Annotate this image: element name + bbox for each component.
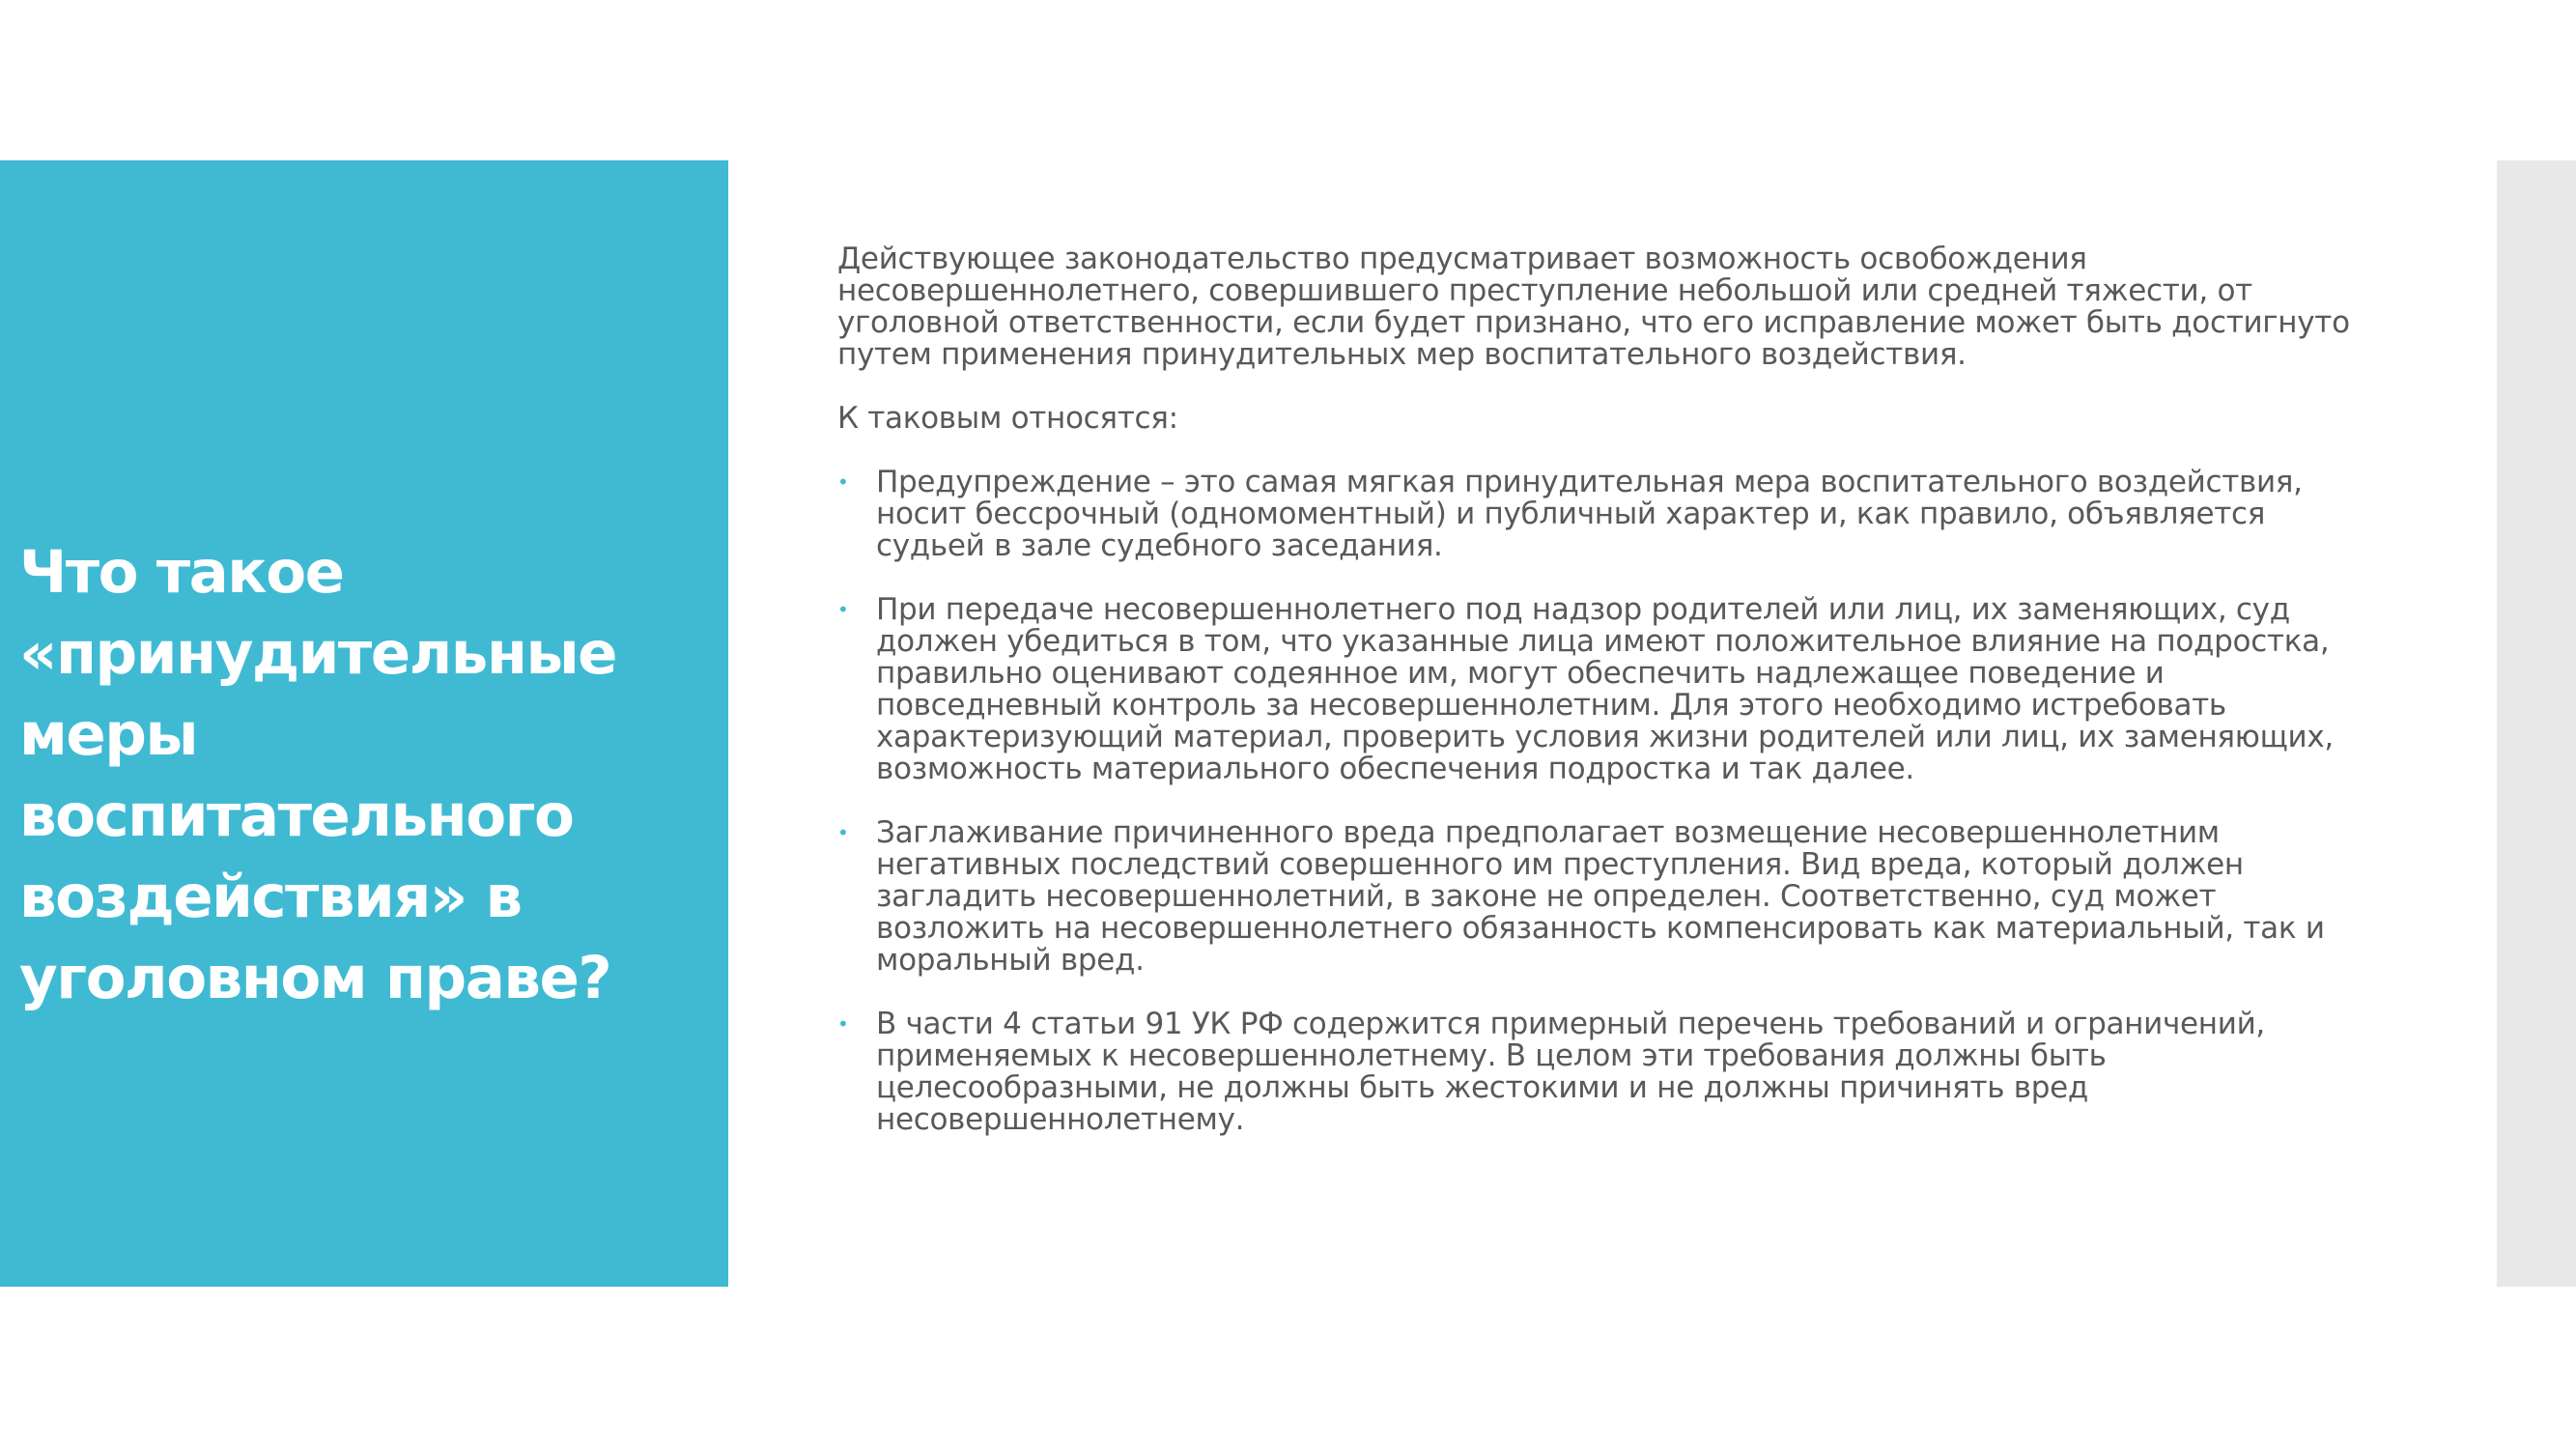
bullet-icon: • xyxy=(837,598,849,621)
slide-title-line: меры xyxy=(19,700,198,769)
decorative-side-strip xyxy=(2497,160,2576,1287)
slide-title-line: «принудительные xyxy=(19,619,617,688)
lead-paragraph: К таковым относятся: xyxy=(837,401,1178,436)
bullet-text: Заглаживание причиненного вреда предполагает возмещение несовершеннолетним негативных последствий совершенного им преступления. Вид вреда, который должен загладить несовершеннолетний, в законе не определен. Соответственно, суд может возложить на несовершеннолетнего обязанность компенсировать как материальный, так и моральный вред. xyxy=(876,815,2325,978)
bullet-icon: • xyxy=(837,470,849,494)
bullet-text: Предупреждение – это самая мягкая принудительная мера воспитательного воздействия, носит бессрочный (одномоментный) и публичный характер и, как правило, объявляется судьей в зале судебного заседания. xyxy=(876,465,2303,563)
slide-title-line: воздействия» в xyxy=(19,863,522,931)
intro-paragraph: Действующее законодательство предусматривает возможность освобождения несовершеннолетнего, совершившего преступление небольшой или средней тяжести, от уголовной ответственности, если будет признано, что его исправление может быть достигнуто путем применения принудительных мер воспитательного воздействия. xyxy=(837,242,2350,372)
slide-title xyxy=(19,532,695,1019)
bullet-item xyxy=(837,467,2364,562)
bullet-item xyxy=(837,817,2364,977)
bullet-item xyxy=(837,1009,2364,1136)
slide-title-line: воспитательного xyxy=(19,781,574,850)
bullet-text: При передаче несовершеннолетнего под надзор родителей или лиц, их заменяющих, суд должен убедиться в том, что указанные лица имеют положительное влияние на подростка, правильно оценивают содеянное им, могут обеспечить надлежащее поведение и повседневный контроль за несовершеннолетним. Для этого необходимо истребовать характеризующий материал, проверить условия жизни родителей или лиц, их заменяющих, возможность материального обеспечения подростка и так далее. xyxy=(876,592,2334,786)
bullet-icon: • xyxy=(837,821,849,844)
slide-title-line: Что такое xyxy=(19,538,344,607)
slide-title-line: уголовном праве? xyxy=(19,944,611,1012)
slide-body xyxy=(837,243,2364,1168)
bullet-item xyxy=(837,594,2364,785)
bullet-text: В части 4 статьи 91 УК РФ содержится примерный перечень требований и ограничений, применяемых к несовершеннолетнему. В целом эти требования должны быть целесообразными, не должны быть жестокими и не должны причинять вред несовершеннолетнему. xyxy=(876,1007,2265,1137)
bullet-icon: • xyxy=(837,1012,849,1036)
title-panel xyxy=(0,160,728,1287)
